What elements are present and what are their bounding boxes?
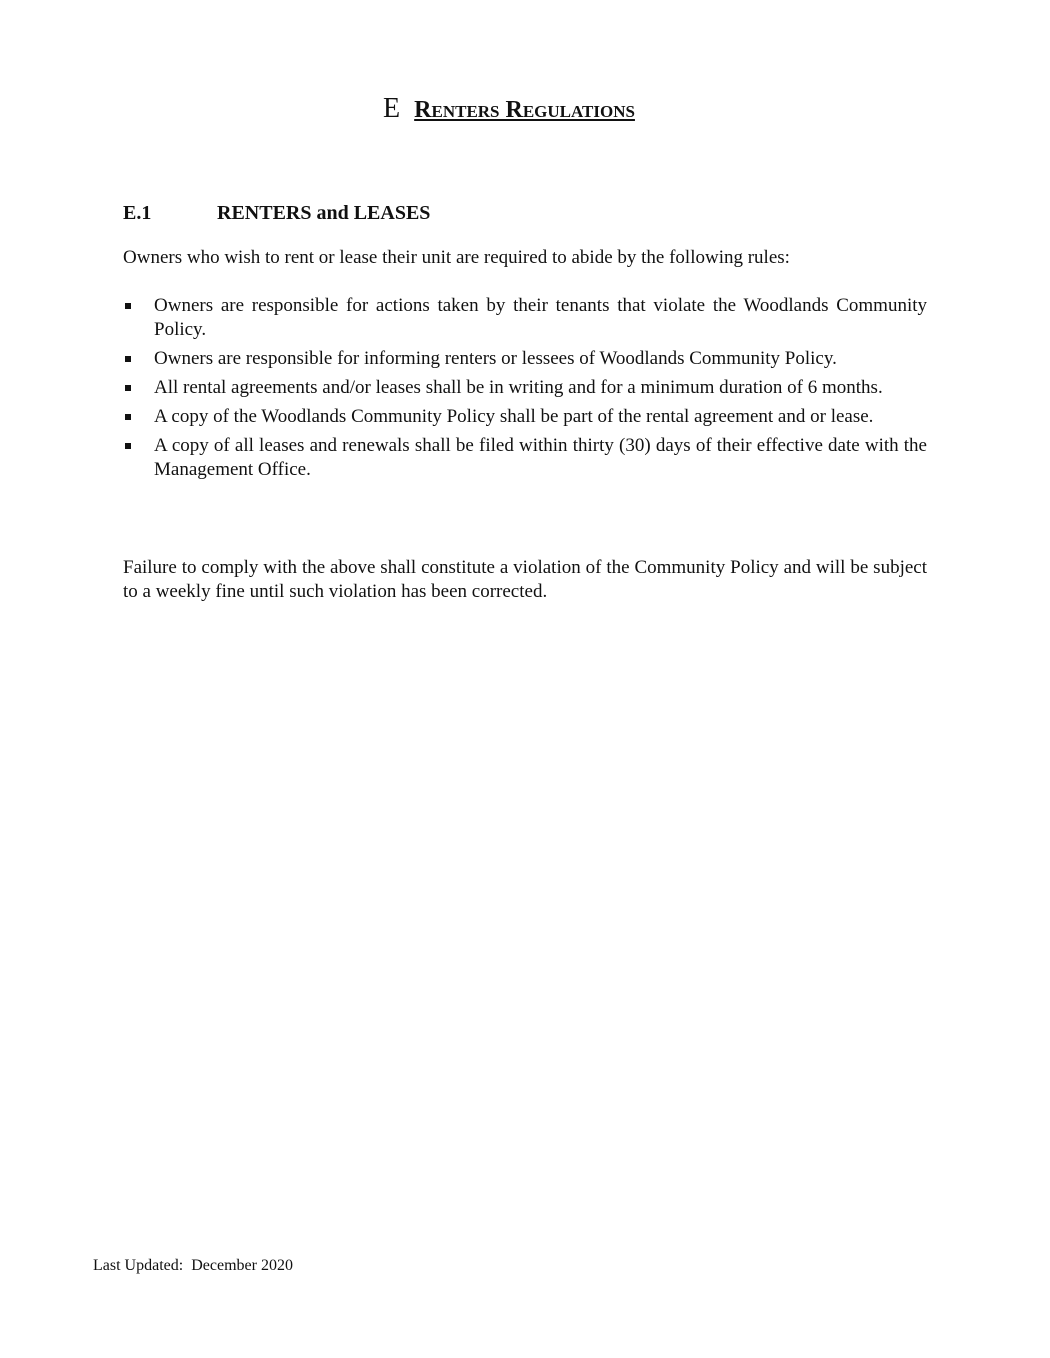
square-bullet-icon <box>125 443 131 449</box>
rule-text: Owners are responsible for informing renters or lessees of Woodlands Community Policy. <box>154 348 837 369</box>
rule-text: A copy of all leases and renewals shall be filed within thirty (30) days of their effective date with the Management Office. <box>154 435 927 480</box>
rule-text: All rental agreements and/or leases shall be in writing and for a minimum duration of 6 months. <box>154 377 883 398</box>
list-item <box>123 434 927 482</box>
chapter-title <box>0 92 1018 127</box>
chapter-name: Renters Regulations <box>414 97 635 123</box>
section-heading <box>123 200 430 226</box>
footer-date: December 2020 <box>191 1257 293 1274</box>
section-title: RENTERS and LEASES <box>217 202 431 224</box>
footer-label: Last Updated: <box>93 1257 184 1274</box>
list-item <box>123 294 927 342</box>
closing-paragraph: Failure to comply with the above shall constitute a violation of the Community Policy and will be subject to a weekly fine until such violation has been corrected. <box>123 557 927 602</box>
list-item <box>123 376 927 400</box>
square-bullet-icon <box>125 356 131 362</box>
square-bullet-icon <box>125 385 131 391</box>
rule-text: Owners are responsible for actions taken by their tenants that violate the Woodlands Community Policy. <box>154 295 927 340</box>
rule-text: A copy of the Woodlands Community Policy shall be part of the rental agreement and or lease. <box>154 406 874 427</box>
chapter-letter: E <box>383 93 401 124</box>
rules-list <box>123 294 927 487</box>
list-item <box>123 347 927 371</box>
footer-last-updated <box>93 1256 293 1276</box>
square-bullet-icon <box>125 303 131 309</box>
section-number: E.1 <box>123 202 152 224</box>
intro-paragraph: Owners who wish to rent or lease their unit are required to abide by the following rules: <box>123 247 790 268</box>
square-bullet-icon <box>125 414 131 420</box>
list-item <box>123 405 927 429</box>
